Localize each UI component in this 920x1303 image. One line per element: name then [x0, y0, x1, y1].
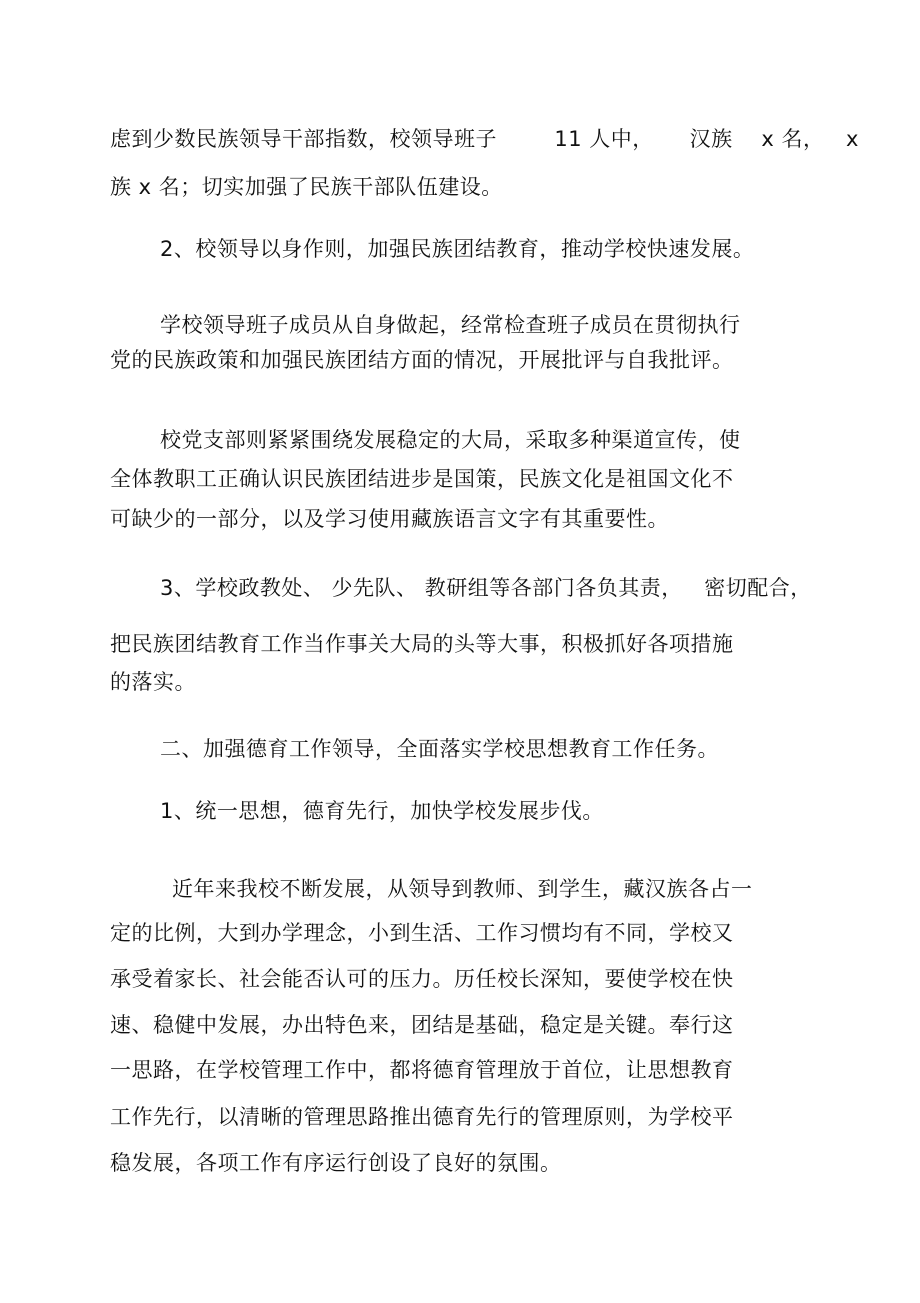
paragraph-line: 一思路，在学校管理工作中，都将德育管理放于首位，让思想教育 [110, 1058, 734, 1082]
paragraph-line: 速、稳健中发展，办出特色来，团结是基础，稳定是关键。奉行这 [110, 1013, 734, 1037]
paragraph-line: 工作先行，以清晰的管理思路推出德育先行的管理原则，为学校平 [110, 1105, 734, 1129]
paragraph-line: 稳发展，各项工作有序运行创设了良好的氛围。 [110, 1151, 562, 1175]
paragraph-line: 承受着家长、社会能否认可的压力。历任校长深知，要使学校在快 [110, 967, 734, 991]
paragraph-line: 把民族团结教育工作当作事关大局的头等大事，积极抓好各项措施 [110, 632, 734, 656]
section-heading: 1、统一思想，德育先行，加快学校发展步伐。 [160, 799, 604, 823]
section-heading: 二、加强德育工作领导，全面落实学校思想教育工作任务。 [160, 737, 719, 761]
paragraph-line: 族 x 名；切实加强了民族干部队伍建设。 [110, 175, 503, 199]
section-heading: 2、校领导以身作则，加强民族团结教育，推动学校快速发展。 [160, 237, 755, 261]
paragraph-line: 虑到少数民族领导干部指数，校领导班子 11 人中， 汉族 x 名， x [110, 127, 859, 151]
paragraph-line: 校党支部则紧紧围绕发展稳定的大局，采取多种渠道宣传，使 [160, 428, 741, 452]
paragraph-line: 定的比例，大到办学理念，小到生活、工作习惯均有不同，学校又 [110, 921, 734, 945]
paragraph-line: 学校领导班子成员从自身做起，经常检查班子成员在贯彻执行 [160, 313, 741, 337]
paragraph-line: 党的民族政策和加强民族团结方面的情况，开展批评与自我批评。 [110, 348, 734, 372]
paragraph-line: 近年来我校不断发展，从领导到教师、到学生，藏汉族各占一 [172, 877, 753, 901]
paragraph-line: 可缺少的一部分，以及学习使用藏族语言文字有其重要性。 [110, 507, 669, 531]
paragraph-line: 全体教职工正确认识民族团结进步是国策，民族文化是祖国文化不 [110, 467, 734, 491]
section-heading: 3、学校政教处、 少先队、 教研组等各部门各负其责， 密切配合， [160, 576, 812, 600]
paragraph-line: 的落实。 [110, 670, 196, 694]
